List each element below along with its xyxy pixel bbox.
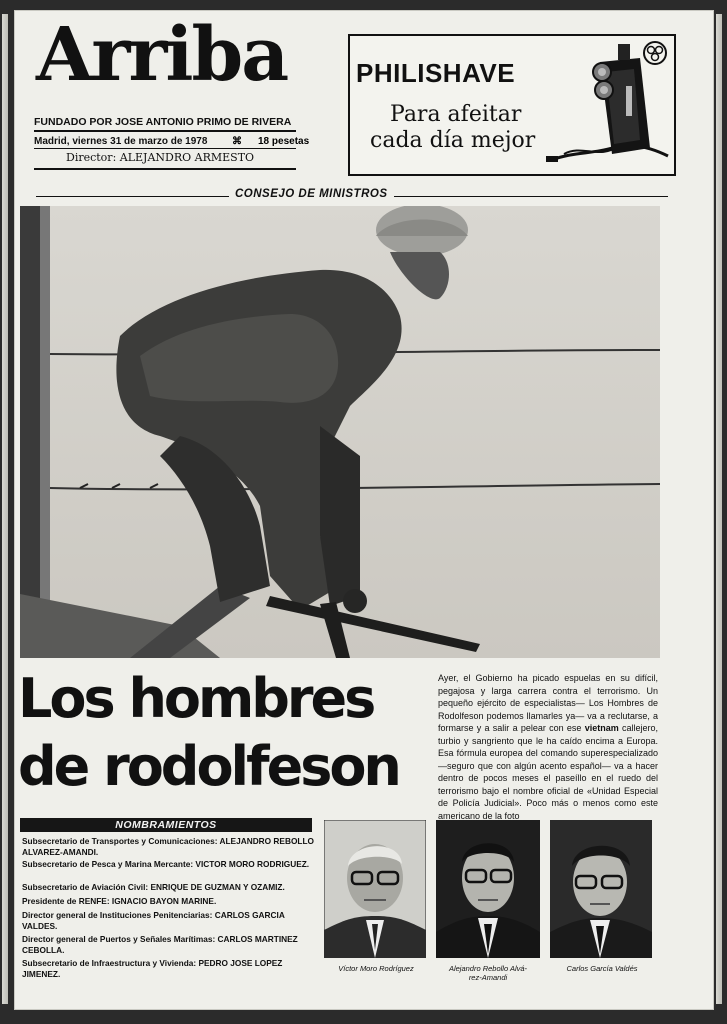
portrait-caption: Víctor Moro Rodríguez (338, 964, 414, 973)
appointment-role: Subsecretario de Infraestructura y Vivienda: (22, 958, 197, 968)
masthead-rule-top (34, 130, 296, 132)
appointment-name: ALEJANDRO REBOLLO ALVAREZ-AMANDI. (22, 836, 314, 857)
portrait-caption-line-1: Alejandro Rebollo Alvá- (448, 964, 528, 973)
appointment-item (22, 882, 318, 893)
portrait-carlos-garcia-valdes (550, 820, 652, 958)
masthead-date: Madrid, viernes 31 de marzo de 1978 (34, 136, 208, 147)
article-body-part-1: Ayer, el Gobierno ha picado espuelas en su difícil, pegajosa y larga carrera contra el terrorismo. Un pequeño ejército de especialistas— Los Hombres de Rodolfeson podemos llamarles ya— va a reclutarse, a formarse y a salir a pelear con ese (438, 673, 658, 733)
ad-tagline-2: cada día mejor (370, 128, 536, 153)
article-body-part-2: callejero, turbio y sangriento que le ha caído encima a Europa. Esa fórmula europea del comando superespecializado —seguro que con algún acento español— va a hacer dentro de pocos meses el paseíllo en el ruedo del terrorismo bajo el nombre oficial de «Unidad Especial de Policía Judicial». Poco más o menos como este americano de la foto (438, 723, 658, 821)
appointment-role: Presidente de RENFE: (22, 896, 110, 906)
article-body (438, 672, 658, 822)
masthead-rule-middle (34, 148, 296, 149)
masthead-rule-bottom (34, 168, 296, 170)
masthead-title: Arriba (36, 12, 288, 98)
masthead-price: 18 pesetas (258, 136, 310, 147)
masthead-founded-by: FUNDADO POR JOSE ANTONIO PRIMO DE RIVERA (34, 116, 292, 128)
left-page-edge (2, 14, 8, 1004)
appointment-name: IGNACIO BAYON MARINE. (111, 896, 217, 906)
appointment-item (22, 836, 318, 858)
appointment-name: ENRIQUE DE GUZMAN Y OZAMIZ. (150, 882, 285, 892)
appointments-header (20, 818, 312, 832)
section-label: CONSEJO DE MINISTROS (229, 188, 394, 200)
portrait-victor-moro (324, 820, 426, 958)
appointment-item (22, 910, 318, 932)
appointment-role: Subsecretario de Aviación Civil: (22, 882, 149, 892)
appointment-name: CARLOS GARCIA VALDES. (22, 910, 285, 931)
portrait-alejandro-rebollo (436, 820, 540, 958)
headline-line-1: Los hombres (18, 667, 374, 730)
headline-line-2: de rodolfeson (18, 735, 399, 798)
appointment-item (22, 958, 318, 980)
ad-brand: PHILISHAVE (356, 58, 516, 88)
ad-tagline-1: Para afeitar (390, 102, 522, 127)
appointment-role: Subsecretario de Pesca y Marina Mercante: (22, 859, 194, 869)
appointment-item (22, 896, 318, 907)
philips-logo-icon (642, 40, 668, 66)
appointment-name: VICTOR MORO RODRIGUEZ. (195, 859, 310, 869)
appointments-title: NOMBRAMIENTOS (115, 819, 217, 831)
appointment-role: Director general de Puertos y Señales Marítimas: (22, 934, 216, 944)
appointment-role: Director general de Instituciones Penitenciarias: (22, 910, 213, 920)
appointment-item (22, 859, 318, 870)
soldier-photo (20, 206, 660, 658)
appointment-name: PEDRO JOSE LOPEZ JIMENEZ. (22, 958, 283, 979)
masthead-director: Director: ALEJANDRO ARMESTO (66, 151, 255, 164)
appointment-item (22, 934, 318, 956)
right-page-edge (716, 14, 722, 1004)
portrait-caption-line-2: rez-Amandi (468, 973, 508, 982)
article-body-emphasis: vietnam (584, 723, 619, 733)
portrait-caption: Carlos García Valdés (566, 964, 638, 973)
masthead-symbol: ⌘ (232, 136, 242, 147)
appointment-name: CARLOS MARTINEZ CEBOLLA. (22, 934, 298, 955)
philishave-advertisement (348, 34, 676, 176)
appointment-role: Subsecretario de Transportes y Comunicaciones: (22, 836, 218, 846)
